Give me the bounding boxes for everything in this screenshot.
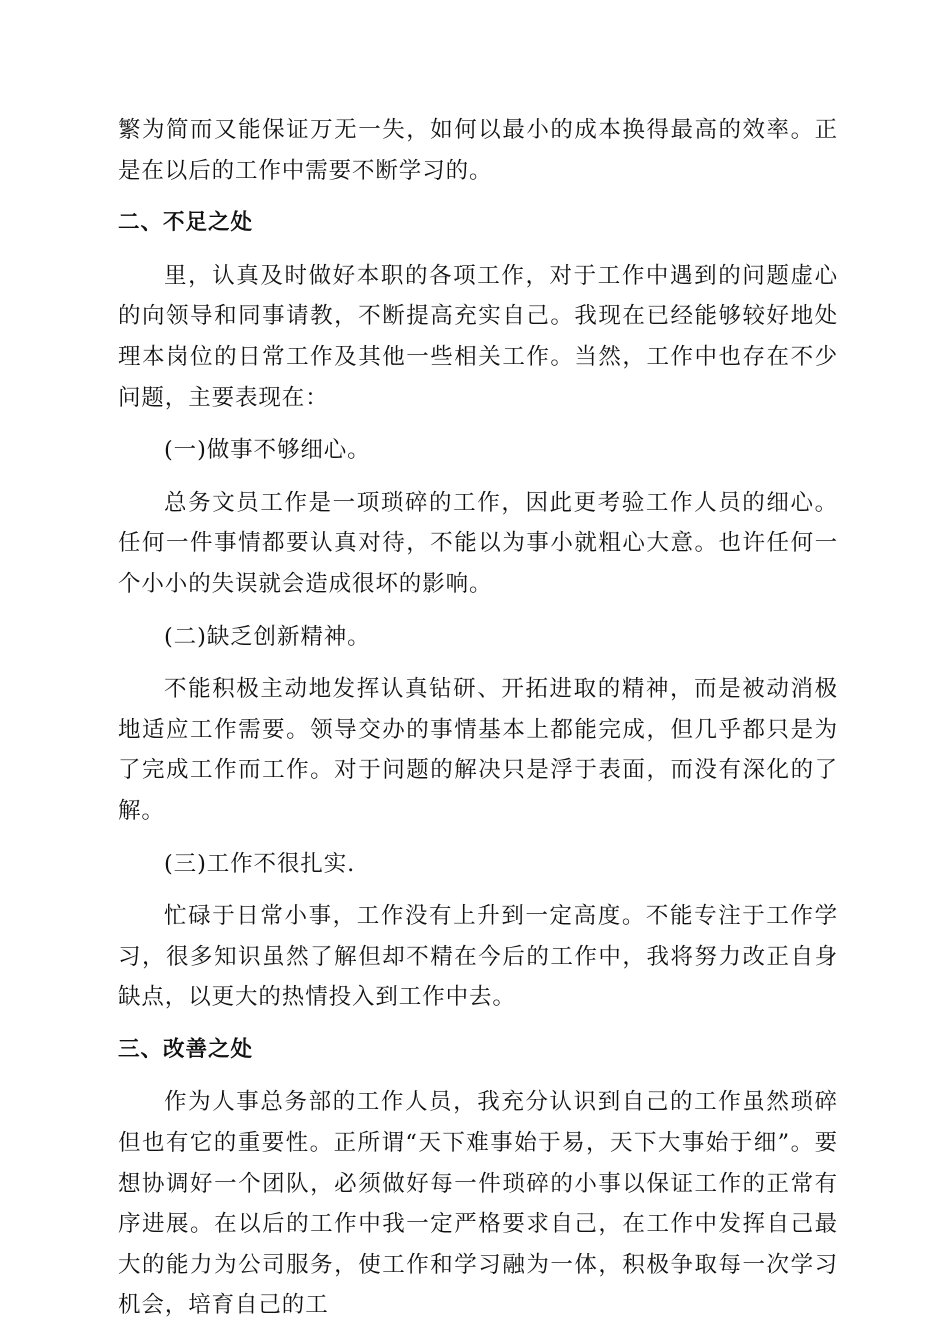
paragraph-improvements: 作为人事总务部的工作人员，我充分认识到自己的工作虽然琐碎但也有它的重要性。正所谓“天下难事始于易，天下大事始于细”。要想协调好一个团队，必须做好每一件琐碎的小事以保证工作的正常有序进展。在以后的工作中我一定严格要求自己，在工作中发挥自己最大的能力为公司服务，使工作和学习融为一体，积极争取每一次学习机会，培育自己的工 xyxy=(118,1089,838,1319)
paragraph-shortcomings-intro: 里，认真及时做好本职的各项工作，对于工作中遇到的问题虚心的向领导和同事请教，不断提高充实自己。我现在已经能够较好地处理本岗位的日常工作及其他一些相关工作。当然，工作中也存在不少问题，主要表现在： xyxy=(118,262,838,411)
subheading-not-careful: (一)做事不够细心。 xyxy=(164,437,371,464)
subheading-not-solid: (三)工作不很扎实. xyxy=(164,850,356,877)
paragraph-continuation: 繁为简而又能保证万无一失，如何以最小的成本换得最高的效率。正是在以后的工作中需要不断学习的。 xyxy=(118,117,838,184)
section-heading-improvements: 三、改善之处 xyxy=(118,1036,254,1062)
paragraph-not-careful: 总务文员工作是一项琐碎的工作，因此更考验工作人员的细心。任何一件事情都要认真对待，不能以为事小就粗心大意。也许任何一个小小的失误就会造成很坏的影响。 xyxy=(118,489,838,597)
subheading-lack-innovation: (二)缺乏创新精神。 xyxy=(164,623,371,650)
paragraph-not-solid: 忙碌于日常小事，工作没有上升到一定高度。不能专注于工作学习，很多知识虽然了解但却不精在今后的工作中，我将努力改正自身缺点，以更大的热情投入到工作中去。 xyxy=(118,903,838,1011)
document-page xyxy=(118,110,838,1338)
section-heading-shortcomings: 二、不足之处 xyxy=(118,210,254,236)
paragraph-lack-innovation: 不能积极主动地发挥认真钻研、开拓进取的精神，而是被动消极地适应工作需要。领导交办的事情基本上都能完成，但几乎都只是为了完成工作而工作。对于问题的解决只是浮于表面，而没有深化的了解。 xyxy=(118,676,838,824)
